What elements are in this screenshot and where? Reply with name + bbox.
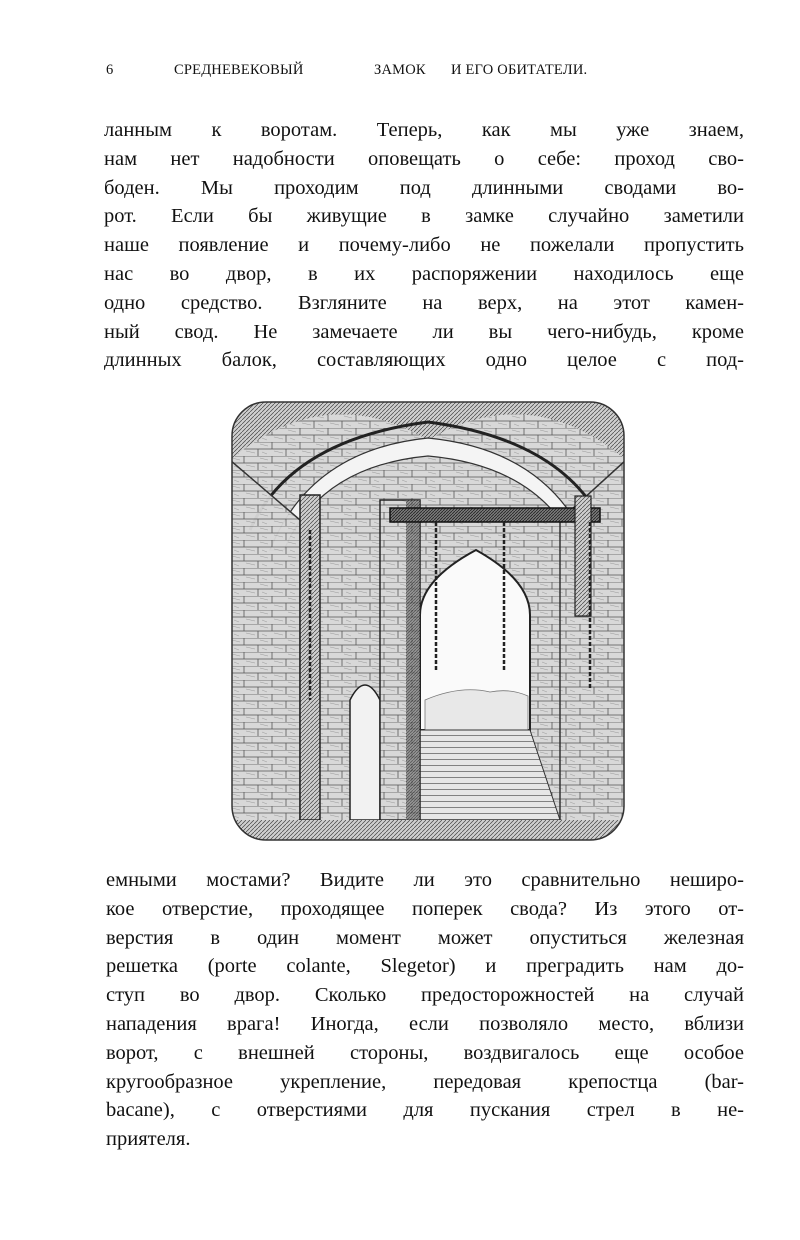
header-title-part1: СРЕДНЕВЕКОВЫЙ <box>174 62 304 78</box>
header-title-part2: ЗАМОК <box>374 62 426 78</box>
text-line: кое отверстие, проходящее поперек свода? Из этого от- <box>106 897 744 920</box>
castle-gate-engraving-icon <box>230 400 626 842</box>
text-line: длинных балок, составляющих одно целое с под- <box>104 349 744 372</box>
text-line: ворот, с внешней стороны, воздвигалось еще особое <box>106 1041 744 1064</box>
text-line: ный свод. Не замечаете ли вы чего-нибудь, кроме <box>104 320 744 343</box>
text-line: ланным к воротам. Теперь, как мы уже знаем, <box>104 119 744 141</box>
page-number: 6 <box>106 62 114 78</box>
text-line: ступ во двор. Сколько предосторожностей на случай <box>106 984 744 1007</box>
text-line: нас во двор, в их распоряжении находилось еще <box>104 262 744 285</box>
text-line: наше появление и почему-либо не пожелали пропустить <box>104 234 744 257</box>
text-line: bacane), с отверстиями для пускания стрел в не- <box>106 1099 744 1122</box>
text-line: верстия в один момент может опуститься железная <box>106 926 744 949</box>
text-line: боден. Мы проходим под длинными сводами во- <box>104 176 744 199</box>
text-line: кругообразное укрепление, передовая крепостца (bar- <box>106 1070 744 1093</box>
text-line: емными мостами? Видите ли это сравнительно неширо- <box>106 869 744 891</box>
text-line: нападения врага! Иногда, если позволяло место, вблизи <box>106 1012 744 1035</box>
text-line: нам нет надобности оповещать о себе: проход сво- <box>104 147 744 170</box>
text-line: рот. Если бы живущие в замке случайно заметили <box>104 205 744 228</box>
paragraph-bottom <box>106 866 744 1154</box>
text-line: приятеля. <box>106 1128 191 1151</box>
text-line: решетка (porte colante, Slegetor) и преградить нам до- <box>106 955 744 978</box>
paragraph-top <box>104 116 744 375</box>
header-title-part3: И ЕГО ОБИТАТЕЛИ. <box>451 62 588 78</box>
text-line: одно средство. Взгляните на верх, на этот камен- <box>104 291 744 314</box>
castle-gate-illustration <box>230 400 626 842</box>
running-header <box>0 62 800 86</box>
